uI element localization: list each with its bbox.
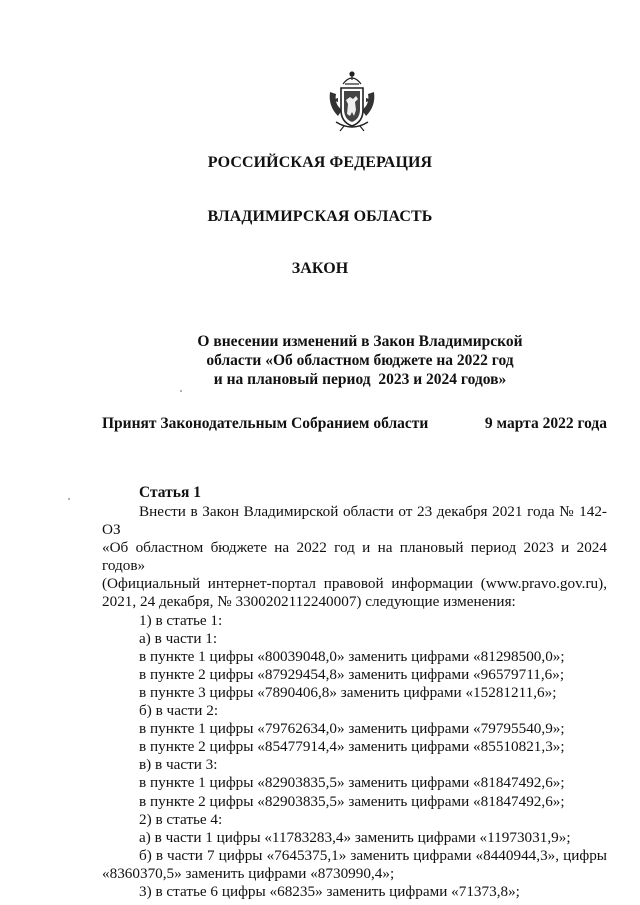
country-heading: РОССИЙСКАЯ ФЕДЕРАЦИЯ xyxy=(207,154,433,171)
scan-speck xyxy=(180,390,182,392)
list-item: а) в части 1 цифры «11783283,4» заменить цифрами «11973031,9»; xyxy=(139,828,571,846)
region-heading: ВЛАДИМИРСКАЯ ОБЛАСТЬ xyxy=(207,208,433,225)
list-item: в пункте 2 цифры «85477914,4» заменить цифрами «85510821,3»; xyxy=(139,738,565,756)
article-body xyxy=(102,503,607,901)
list-item: б) в части 2: xyxy=(139,702,219,720)
list-item: в пункте 1 цифры «79762634,0» заменить цифрами «79795540,9»; xyxy=(139,720,565,738)
list-item: в пункте 2 цифры «82903835,5» заменить цифрами «81847492,6»; xyxy=(139,792,565,810)
adoption-date: 9 марта 2022 года xyxy=(484,415,607,432)
adopted-by: Принят Законодательным Собранием области xyxy=(102,415,429,432)
intro-line: 2021, 24 декабря, № 3300202112240007) следующие изменения: xyxy=(102,593,516,611)
intro-line: «Об областном бюджете на 2022 год и на плановый период 2023 и 2024 годов» xyxy=(102,539,607,575)
coat-of-arms-emblem xyxy=(326,70,378,132)
list-item: 3) в статье 6 цифры «68235» заменить цифрами «71373,8»; xyxy=(139,882,520,900)
list-item: б) в части 7 цифры «7645375,1» заменить цифрами «8440944,3», цифры xyxy=(139,846,607,864)
list-item: в) в части 3: xyxy=(139,756,218,774)
list-item: в пункте 2 цифры «87929454,8» заменить цифрами «96579711,6»; xyxy=(139,665,565,683)
article-heading: Статья 1 xyxy=(139,484,201,501)
law-title-line: О внесении изменений в Закон Владимирской xyxy=(197,333,523,350)
list-item: в пункте 1 цифры «80039048,0» заменить цифрами «81298500,0»; xyxy=(139,647,565,665)
intro-line: Внести в Закон Владимирской области от 23 декабря 2021 года № 142-ОЗ xyxy=(102,503,607,539)
law-title xyxy=(0,332,640,389)
law-title-line: области «Об областном бюджете на 2022 год xyxy=(206,352,514,369)
list-item: «8360370,5» заменить цифрами «8730990,4»; xyxy=(102,864,395,882)
list-item: в пункте 3 цифры «7890406,8» заменить цифрами «15281211,6»; xyxy=(139,683,557,701)
intro-line: (Официальный интернет-портал правовой информации (www.pravo.gov.ru), xyxy=(102,575,607,593)
list-item: 1) в статье 1: xyxy=(139,611,223,629)
list-item: а) в части 1: xyxy=(139,629,218,647)
list-item: 2) в статье 4: xyxy=(139,810,223,828)
list-item: в пункте 1 цифры «82903835,5» заменить цифрами «81847492,6»; xyxy=(139,774,565,792)
law-title-line: и на плановый период 2023 и 2024 годов» xyxy=(213,371,507,388)
scan-speck xyxy=(68,498,70,500)
document-type-heading: ЗАКОН xyxy=(291,260,349,277)
